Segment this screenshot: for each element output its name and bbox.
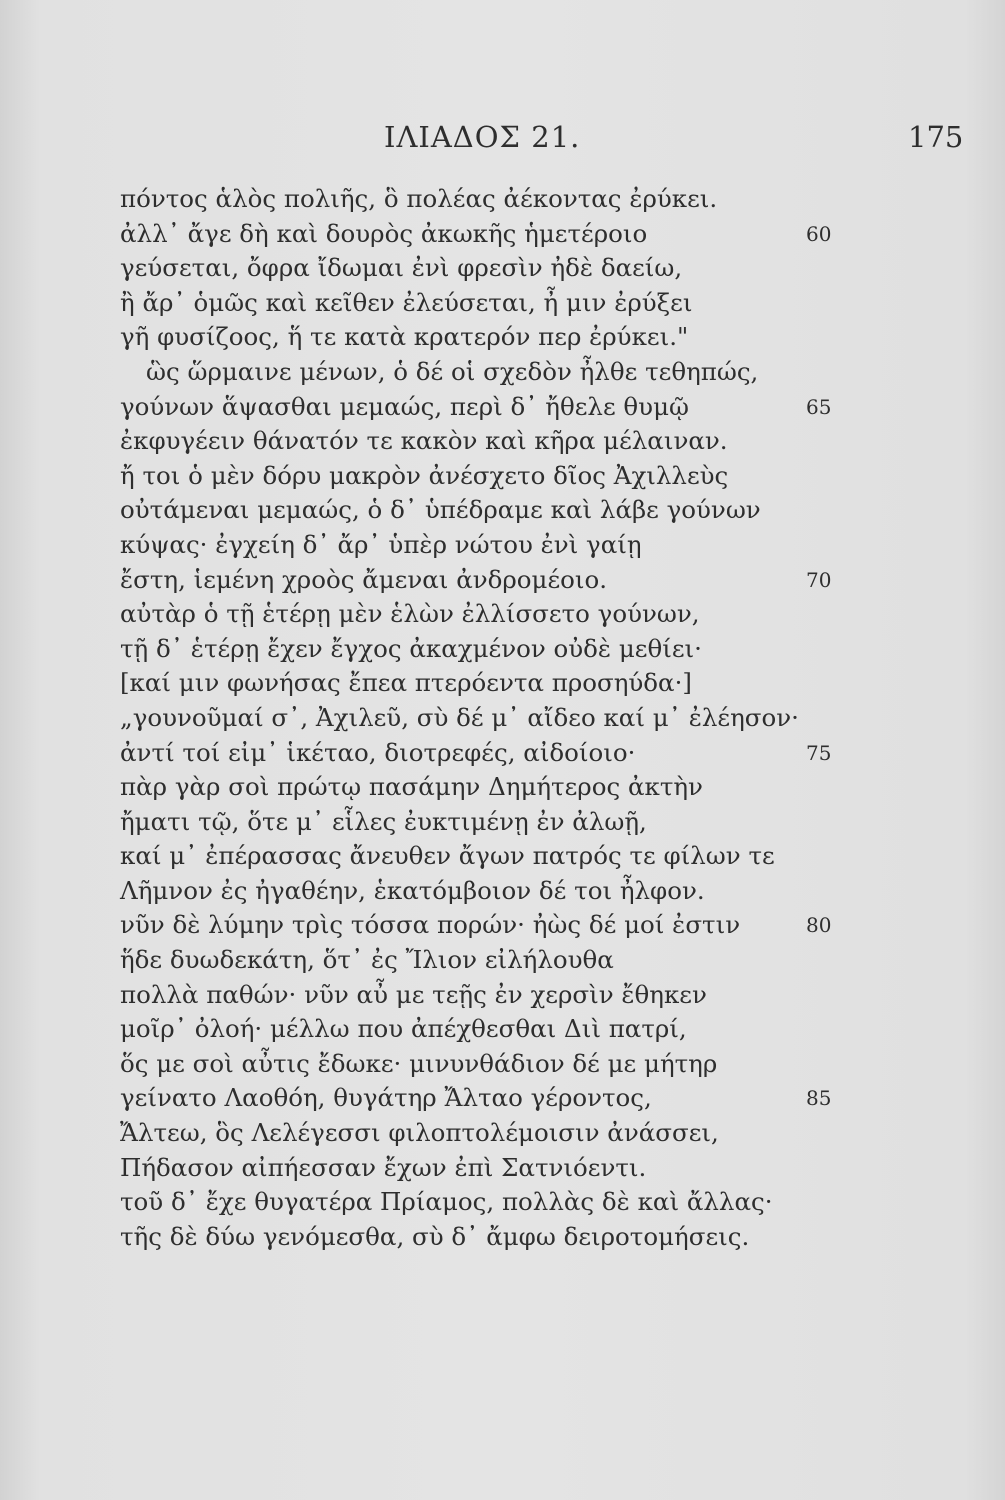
verse-text: γῆ φυσίζοος, ἥ τε κατὰ κρατερόν περ ἐρύκει." bbox=[120, 322, 689, 352]
verse-line bbox=[120, 1047, 980, 1082]
line-number: 65 bbox=[806, 394, 832, 419]
verse-line bbox=[120, 1012, 980, 1047]
line-number: 60 bbox=[806, 221, 832, 246]
line-number: 70 bbox=[806, 567, 832, 592]
verse-text: γούνων ἅψασθαι μεμαώς, περὶ δ᾽ ἤθελε θυμῷ bbox=[120, 391, 689, 421]
verse-text: οὐτάμεναι μεμαώς, ὁ δ᾽ ὑπέδραμε καὶ λάβε γούνων bbox=[120, 495, 761, 525]
verse-text: ἀλλ᾽ ἄγε δὴ καὶ δουρὸς ἀκωκῆς ἡμετέροιο bbox=[120, 218, 648, 248]
verse-line bbox=[120, 459, 980, 494]
verse-line bbox=[120, 1185, 980, 1220]
verse-line bbox=[120, 597, 980, 632]
verse-line bbox=[120, 666, 980, 701]
verse-text: πὰρ γὰρ σοὶ πρώτῳ πασάμην Δημήτερος ἀκτὴν bbox=[120, 772, 703, 802]
verse-line bbox=[120, 355, 980, 390]
verse-text: τῆς δὲ δύω γενόμεσθα, σὺ δ᾽ ἄμφω δειροτομήσεις. bbox=[120, 1221, 750, 1251]
verse-text: ἔστη, ἱεμένη χροὸς ἄμεναι ἀνδρομέοιο. bbox=[120, 564, 608, 594]
verse-text: τῇ δ᾽ ἑτέρῃ ἔχεν ἔγχος ἀκαχμένον οὐδὲ μεθίει· bbox=[120, 633, 702, 663]
verse-line bbox=[120, 1151, 980, 1186]
verse-text: τοῦ δ᾽ ἔχε θυγατέρα Πρίαμος, πολλὰς δὲ καὶ ἄλλας· bbox=[120, 1187, 773, 1217]
verse-text: „γουνοῦμαί σ᾽, Ἀχιλεῦ, σὺ δέ μ᾽ αἴδεο καί μ᾽ ἐλέησον· bbox=[120, 702, 799, 732]
verse-line bbox=[120, 874, 980, 909]
verse-block bbox=[120, 182, 980, 1254]
verse-line bbox=[120, 770, 980, 805]
verse-text: κύψας· ἐγχείη δ᾽ ἄρ᾽ ὑπὲρ νώτου ἐνὶ γαίῃ bbox=[120, 529, 642, 559]
verse-line bbox=[120, 632, 980, 667]
verse-line bbox=[120, 1081, 980, 1116]
line-number: 75 bbox=[806, 740, 832, 765]
verse-text: ἤ τοι ὁ μὲν δόρυ μακρὸν ἀνέσχετο δῖος Ἀχιλλεὺς bbox=[120, 460, 729, 490]
verse-line bbox=[120, 528, 980, 563]
verse-line bbox=[120, 1220, 980, 1255]
verse-text: ἤματι τῷ, ὅτε μ᾽ εἷλες ἐυκτιμένῃ ἐν ἀλωῇ, bbox=[120, 806, 647, 836]
verse-line bbox=[120, 943, 980, 978]
verse-text: νῦν δὲ λύμην τρὶς τόσσα πορών· ἠὼς δέ μοί ἐστιν bbox=[120, 910, 741, 940]
verse-line bbox=[120, 736, 980, 771]
verse-text: Πήδασον αἰπήεσσαν ἔχων ἐπὶ Σατνιόεντι. bbox=[120, 1152, 647, 1182]
verse-text: Λῆμνον ἐς ἠγαθέην, ἑκατόμβοιον δέ τοι ἦλφον. bbox=[120, 875, 705, 905]
verse-line bbox=[120, 701, 980, 736]
verse-text: καί μ᾽ ἐπέρασσας ἄνευθεν ἄγων πατρός τε φίλων τε bbox=[120, 841, 775, 871]
verse-text: γείνατο Λαοθόη, θυγάτηρ Ἄλταο γέροντος, bbox=[120, 1083, 652, 1113]
verse-text: ὣς ὥρμαινε μένων, ὁ δέ οἱ σχεδὸν ἦλθε τεθηπώς, bbox=[146, 356, 759, 386]
verse-text: ἢ ἄρ᾽ ὁμῶς καὶ κεῖθεν ἐλεύσεται, ἦ μιν ἐρύξει bbox=[120, 287, 693, 317]
running-title: ΙΛΙΑΔΟΣ 21. bbox=[384, 120, 581, 154]
verse-text: [καί μιν φωνήσας ἔπεα πτερόεντα προσηύδα·] bbox=[120, 668, 692, 698]
verse-line bbox=[120, 908, 980, 943]
verse-text: ὅς με σοὶ αὖτις ἔδωκε· μινυνθάδιον δέ με μήτηρ bbox=[120, 1048, 718, 1078]
page-header bbox=[0, 120, 1005, 160]
verse-line bbox=[120, 493, 980, 528]
verse-line bbox=[120, 805, 980, 840]
verse-line bbox=[120, 390, 980, 425]
verse-text: πόντος ἁλὸς πολιῆς, ὃ πολέας ἀέκοντας ἐρύκει. bbox=[120, 184, 718, 213]
verse-text: αὐτὰρ ὁ τῇ ἑτέρῃ μὲν ἑλὼν ἐλλίσσετο γούνων, bbox=[120, 599, 700, 629]
verse-text: ἐκφυγέειν θάνατόν τε κακὸν καὶ κῆρα μέλαιναν. bbox=[120, 426, 728, 456]
verse-line bbox=[120, 182, 980, 217]
verse-text: μοῖρ᾽ ὀλοή· μέλλω που ἀπέχθεσθαι Διὶ πατρί, bbox=[120, 1014, 687, 1044]
verse-line bbox=[120, 286, 980, 321]
verse-line bbox=[120, 978, 980, 1013]
page-number: 175 bbox=[908, 120, 964, 154]
verse-line bbox=[120, 251, 980, 286]
verse-line bbox=[120, 839, 980, 874]
verse-line bbox=[120, 563, 980, 598]
verse-line bbox=[120, 217, 980, 252]
verse-text: Ἄλτεω, ὃς Λελέγεσσι φιλοπτολέμοισιν ἀνάσσει, bbox=[120, 1118, 719, 1148]
verse-line bbox=[120, 424, 980, 459]
verse-text: ἀντί τοί εἰμ᾽ ἱκέταο, διοτρεφές, αἰδοίοιο· bbox=[120, 737, 636, 767]
verse-text: ἥδε δυωδεκάτη, ὅτ᾽ ἐς Ἴλιον εἰλήλουθα bbox=[120, 945, 614, 975]
verse-line bbox=[120, 1116, 980, 1151]
verse-text: γεύσεται, ὄφρα ἴδωμαι ἐνὶ φρεσὶν ἠδὲ δαείω, bbox=[120, 253, 683, 283]
verse-text: πολλὰ παθών· νῦν αὖ με τεῇς ἐν χερσὶν ἔθηκεν bbox=[120, 979, 707, 1009]
line-number: 80 bbox=[806, 913, 832, 938]
verse-line bbox=[120, 320, 980, 355]
line-number: 85 bbox=[806, 1086, 832, 1111]
